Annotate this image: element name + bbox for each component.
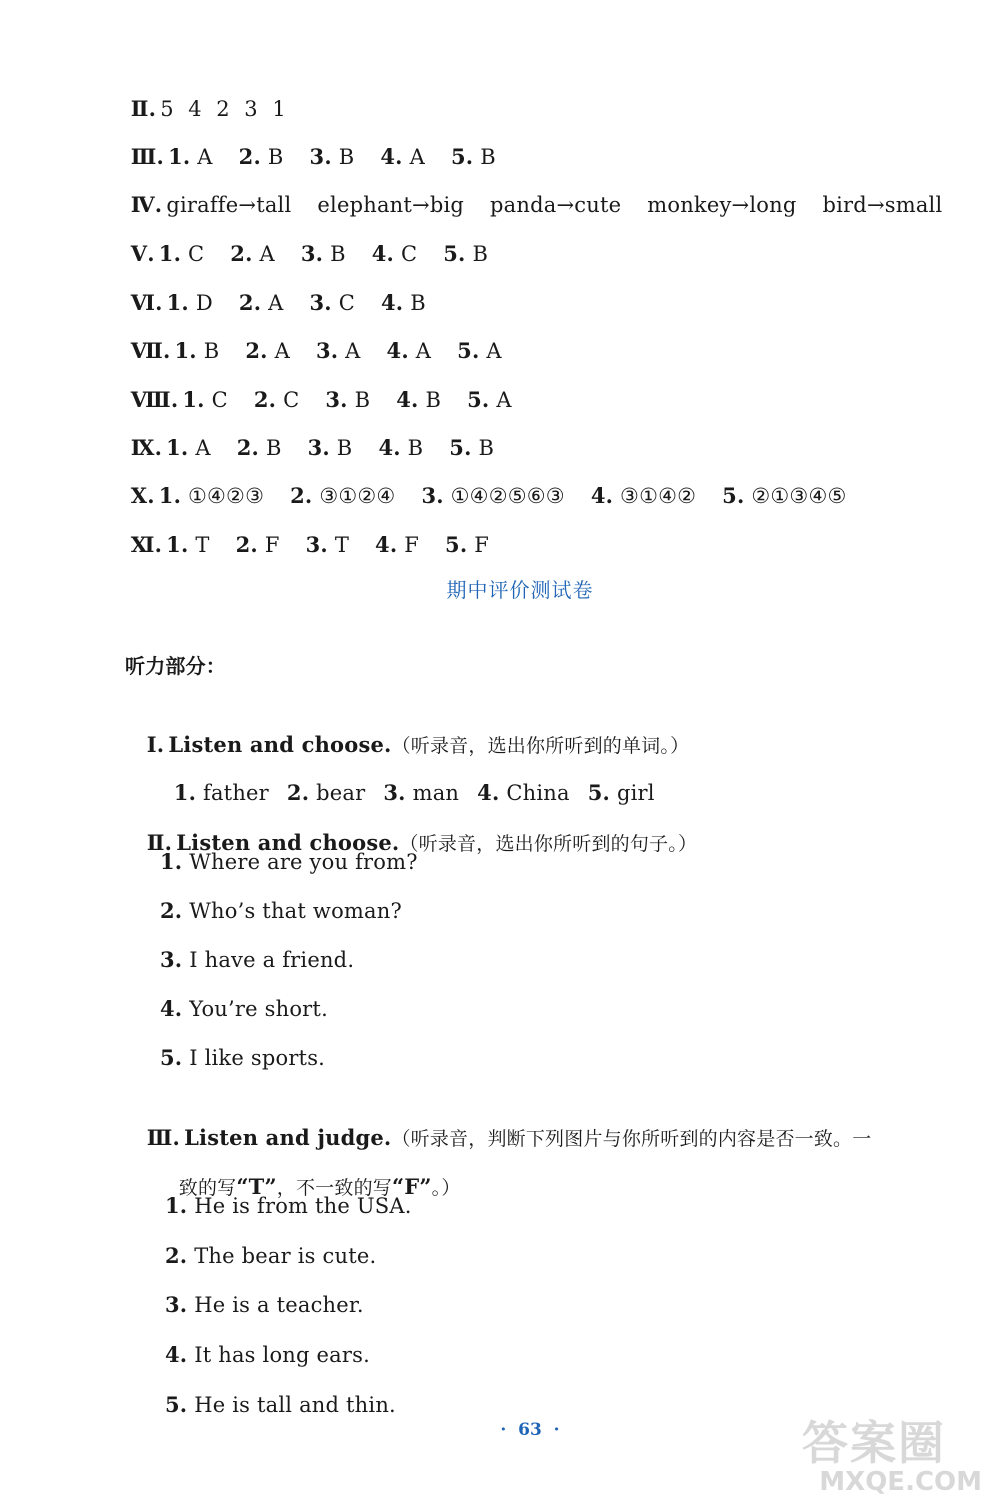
part-2-title: Ⅱ. Listen and choose.（听录音，选出你所听到的句子。） (146, 830, 698, 855)
listening-heading: 听力部分： (125, 654, 226, 678)
answer-line-3: Ⅲ. 1. A 2. B 3. B 4. A 5. B (130, 144, 496, 169)
part-2-item: 5. I like sports. (160, 1045, 326, 1070)
part-2-item: 2. Who’s that woman? (160, 898, 402, 923)
part-3-title-cont: 致的写“T”，不一致的写“F”。） (178, 1174, 461, 1199)
part-3-item: 3. He is a teacher. (165, 1292, 364, 1317)
answer-line-5: Ⅴ. 1. C 2. A 3. B 4. C 5. B (130, 241, 489, 266)
part-3-item: 2. The bear is cute. (165, 1243, 377, 1268)
part-3-item: 5. He is tall and thin. (165, 1392, 396, 1417)
answer-line-6: Ⅵ. 1. D 2. A 3. C 4. B (130, 290, 426, 315)
watermark-logo: 答案圈 MXQE.COM (802, 1416, 982, 1497)
part-3-title: Ⅲ. Listen and judge.（听录音，判断下列图片与你所听到的内容是否一致。一 (146, 1125, 872, 1150)
answer-line-2: Ⅱ. 5 4 2 3 1 (130, 96, 290, 121)
answer-line-7: Ⅶ. 1. B 2. A 3. A 4. A 5. A (130, 338, 502, 363)
answer-line-10: Ⅹ. 1. ①④②③ 2. ③①②④ 3. ①④②⑤⑥③ 4. ③①④② 5. ②①③④⑤ (130, 483, 847, 508)
answer-line-4: Ⅳ. giraffe→tall elephant→big panda→cute monkey→long bird→small (130, 192, 943, 217)
part-1-words: 1. father 2. bear 3. man 4. China 5. girl (173, 780, 655, 805)
part-3-item: 1. He is from the USA. (165, 1193, 412, 1218)
answer-line-8: Ⅷ. 1. C 2. C 3. B 4. B 5. A (130, 387, 512, 412)
part-2-item: 3. I have a friend. (160, 947, 355, 972)
part-1-title: Ⅰ. Listen and choose.（听录音，选出你所听到的单词。） (146, 732, 690, 757)
section-title: 期中评价测试卷 (446, 578, 594, 602)
part-2-item: 4. You’re short. (160, 996, 328, 1021)
part-3-item: 4. It has long ears. (165, 1342, 370, 1367)
part-2-item: 1. Where are you from? (160, 849, 418, 874)
answer-line-9: Ⅸ. 1. A 2. B 3. B 4. B 5. B (130, 435, 495, 460)
page-number: · 63 · (500, 1420, 560, 1440)
answer-line-11: Ⅺ. 1. T 2. F 3. T 4. F 5. F (130, 532, 490, 557)
